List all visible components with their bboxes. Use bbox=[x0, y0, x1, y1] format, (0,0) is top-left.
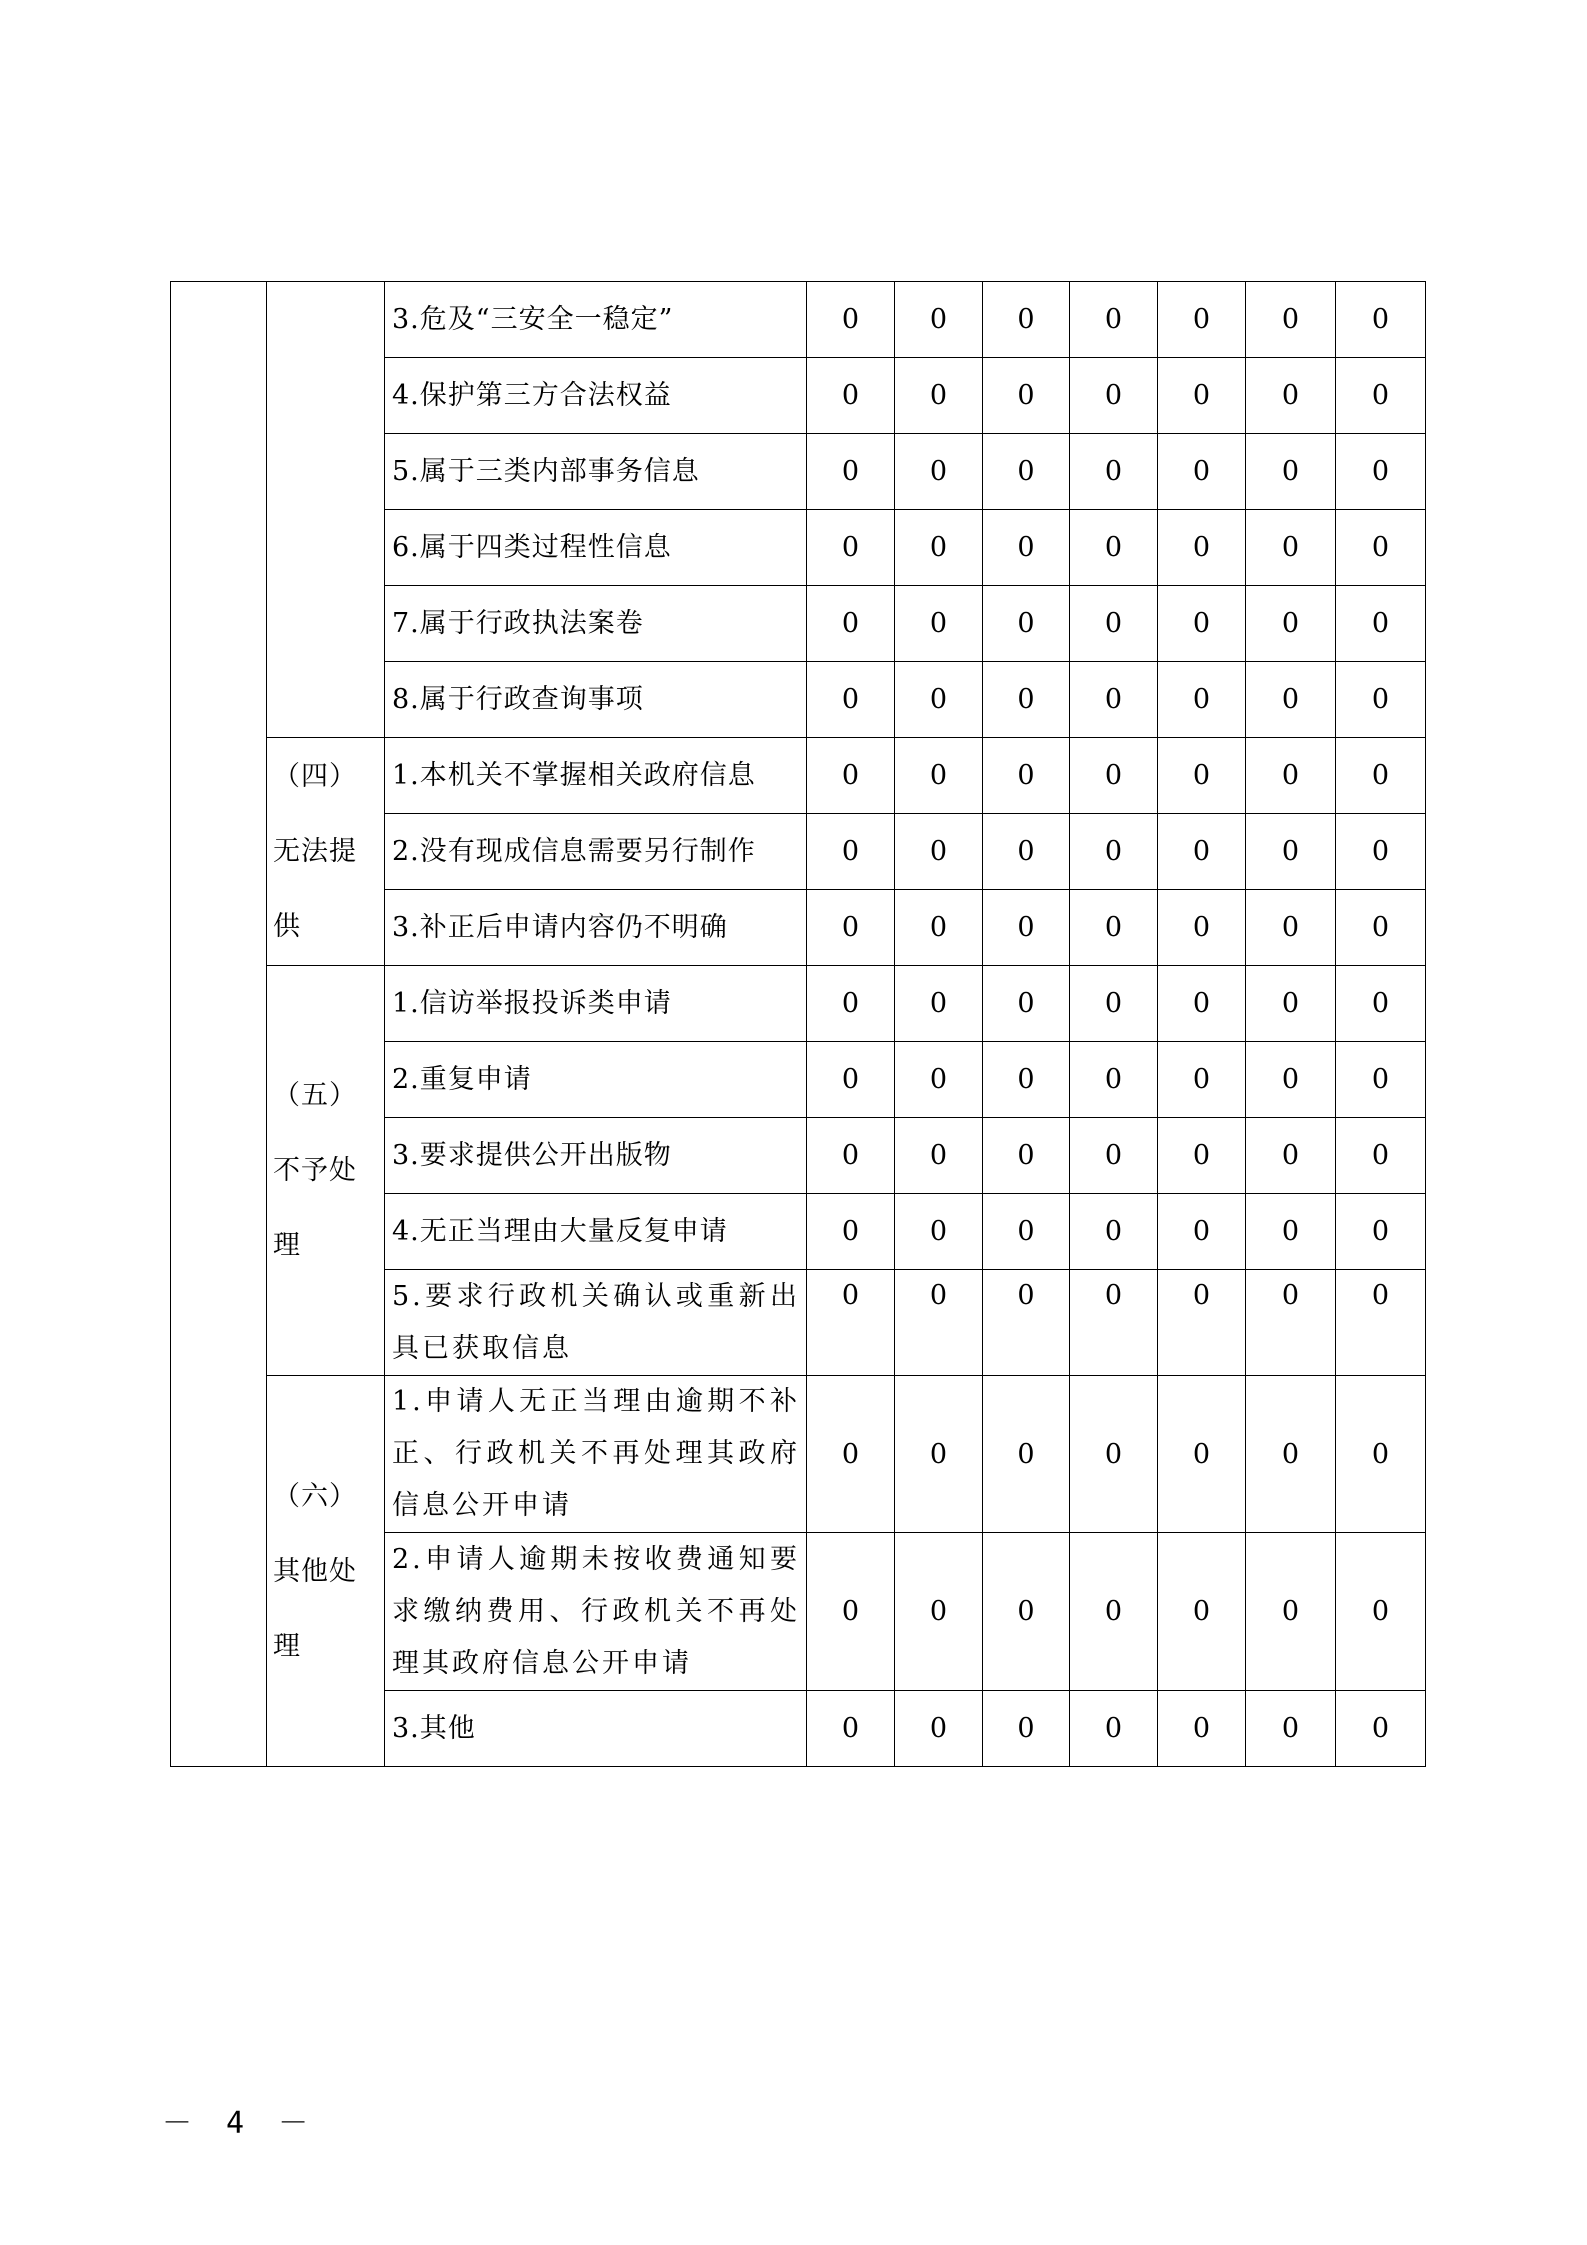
value-cell: 0 bbox=[1158, 1270, 1246, 1376]
item-label-cell: 3.危及“三安全一稳定” bbox=[385, 282, 807, 358]
group-label-cell: （六）其他处理 bbox=[267, 1376, 385, 1767]
value-cell: 0 bbox=[1246, 586, 1336, 662]
value-cell: 0 bbox=[807, 890, 895, 966]
value-cell: 0 bbox=[1070, 358, 1158, 434]
value-cell: 0 bbox=[1336, 890, 1426, 966]
value-cell: 0 bbox=[1246, 662, 1336, 738]
item-label-cell: 1.信访举报投诉类申请 bbox=[385, 966, 807, 1042]
value-cell: 0 bbox=[895, 282, 983, 358]
value-cell: 0 bbox=[1246, 1533, 1336, 1691]
value-cell: 0 bbox=[895, 1194, 983, 1270]
value-cell: 0 bbox=[807, 1270, 895, 1376]
value-cell: 0 bbox=[807, 738, 895, 814]
item-label-cell: 4.保护第三方合法权益 bbox=[385, 358, 807, 434]
value-cell: 0 bbox=[1070, 814, 1158, 890]
value-cell: 0 bbox=[895, 1118, 983, 1194]
value-cell: 0 bbox=[895, 510, 983, 586]
group-label-cell bbox=[267, 282, 385, 738]
item-label-cell: 5.属于三类内部事务信息 bbox=[385, 434, 807, 510]
table-row bbox=[171, 282, 1426, 358]
value-cell: 0 bbox=[807, 814, 895, 890]
item-label-cell: 3.补正后申请内容仍不明确 bbox=[385, 890, 807, 966]
value-cell: 0 bbox=[1158, 738, 1246, 814]
table-row bbox=[171, 966, 1426, 1042]
item-label-cell: 5.要求行政机关确认或重新出具已获取信息 bbox=[385, 1270, 807, 1376]
value-cell: 0 bbox=[1246, 510, 1336, 586]
value-cell: 0 bbox=[1070, 1270, 1158, 1376]
table-row bbox=[171, 1376, 1426, 1533]
value-cell: 0 bbox=[807, 586, 895, 662]
value-cell: 0 bbox=[983, 586, 1070, 662]
value-cell: 0 bbox=[1070, 1042, 1158, 1118]
group-label-cell: （五）不予处理 bbox=[267, 966, 385, 1376]
value-cell: 0 bbox=[1246, 282, 1336, 358]
value-cell: 0 bbox=[895, 434, 983, 510]
value-cell: 0 bbox=[983, 1270, 1070, 1376]
value-cell: 0 bbox=[1246, 814, 1336, 890]
category-column-cell bbox=[171, 282, 267, 1767]
table-body bbox=[171, 282, 1426, 1767]
value-cell: 0 bbox=[1158, 1376, 1246, 1533]
value-cell: 0 bbox=[807, 1118, 895, 1194]
table-row bbox=[171, 738, 1426, 814]
value-cell: 0 bbox=[895, 966, 983, 1042]
value-cell: 0 bbox=[1070, 1691, 1158, 1767]
value-cell: 0 bbox=[1336, 966, 1426, 1042]
value-cell: 0 bbox=[1070, 890, 1158, 966]
value-cell: 0 bbox=[1158, 434, 1246, 510]
item-label-cell: 6.属于四类过程性信息 bbox=[385, 510, 807, 586]
value-cell: 0 bbox=[895, 890, 983, 966]
value-cell: 0 bbox=[1070, 586, 1158, 662]
value-cell: 0 bbox=[1246, 1194, 1336, 1270]
value-cell: 0 bbox=[983, 1042, 1070, 1118]
value-cell: 0 bbox=[807, 1042, 895, 1118]
value-cell: 0 bbox=[1070, 1533, 1158, 1691]
value-cell: 0 bbox=[1336, 434, 1426, 510]
value-cell: 0 bbox=[1070, 510, 1158, 586]
item-label-cell: 7.属于行政执法案卷 bbox=[385, 586, 807, 662]
page-number: － 4 － bbox=[162, 2106, 317, 2141]
value-cell: 0 bbox=[807, 434, 895, 510]
value-cell: 0 bbox=[983, 434, 1070, 510]
value-cell: 0 bbox=[983, 358, 1070, 434]
value-cell: 0 bbox=[1246, 1118, 1336, 1194]
value-cell: 0 bbox=[1246, 1376, 1336, 1533]
value-cell: 0 bbox=[1070, 1376, 1158, 1533]
item-label-cell: 1.本机关不掌握相关政府信息 bbox=[385, 738, 807, 814]
value-cell: 0 bbox=[895, 1270, 983, 1376]
value-cell: 0 bbox=[1070, 1194, 1158, 1270]
value-cell: 0 bbox=[1158, 814, 1246, 890]
value-cell: 0 bbox=[1158, 890, 1246, 966]
value-cell: 0 bbox=[1246, 738, 1336, 814]
item-label-cell: 1.申请人无正当理由逾期不补正、行政机关不再处理其政府信息公开申请 bbox=[385, 1376, 807, 1533]
value-cell: 0 bbox=[983, 966, 1070, 1042]
value-cell: 0 bbox=[1070, 434, 1158, 510]
value-cell: 0 bbox=[1336, 358, 1426, 434]
value-cell: 0 bbox=[807, 1376, 895, 1533]
value-cell: 0 bbox=[1336, 1691, 1426, 1767]
value-cell: 0 bbox=[1158, 282, 1246, 358]
value-cell: 0 bbox=[1246, 890, 1336, 966]
value-cell: 0 bbox=[1158, 586, 1246, 662]
value-cell: 0 bbox=[1246, 1270, 1336, 1376]
value-cell: 0 bbox=[807, 358, 895, 434]
item-label-cell: 2.申请人逾期未按收费通知要求缴纳费用、行政机关不再处理其政府信息公开申请 bbox=[385, 1533, 807, 1691]
value-cell: 0 bbox=[807, 662, 895, 738]
value-cell: 0 bbox=[895, 814, 983, 890]
value-cell: 0 bbox=[983, 1376, 1070, 1533]
value-cell: 0 bbox=[807, 1691, 895, 1767]
value-cell: 0 bbox=[807, 282, 895, 358]
value-cell: 0 bbox=[1336, 1194, 1426, 1270]
value-cell: 0 bbox=[1158, 1194, 1246, 1270]
item-label-cell: 2.重复申请 bbox=[385, 1042, 807, 1118]
value-cell: 0 bbox=[983, 1691, 1070, 1767]
value-cell: 0 bbox=[983, 814, 1070, 890]
value-cell: 0 bbox=[1070, 1118, 1158, 1194]
value-cell: 0 bbox=[1336, 586, 1426, 662]
value-cell: 0 bbox=[807, 966, 895, 1042]
value-cell: 0 bbox=[983, 1118, 1070, 1194]
value-cell: 0 bbox=[1158, 358, 1246, 434]
value-cell: 0 bbox=[1070, 662, 1158, 738]
item-label-cell: 4.无正当理由大量反复申请 bbox=[385, 1194, 807, 1270]
value-cell: 0 bbox=[807, 1533, 895, 1691]
value-cell: 0 bbox=[1336, 282, 1426, 358]
group-label-cell: （四）无法提供 bbox=[267, 738, 385, 966]
value-cell: 0 bbox=[1158, 1691, 1246, 1767]
value-cell: 0 bbox=[895, 662, 983, 738]
value-cell: 0 bbox=[895, 586, 983, 662]
value-cell: 0 bbox=[983, 662, 1070, 738]
value-cell: 0 bbox=[1336, 510, 1426, 586]
value-cell: 0 bbox=[1158, 1533, 1246, 1691]
value-cell: 0 bbox=[895, 1691, 983, 1767]
value-cell: 0 bbox=[1158, 1042, 1246, 1118]
value-cell: 0 bbox=[1246, 358, 1336, 434]
item-label-cell: 3.其他 bbox=[385, 1691, 807, 1767]
value-cell: 0 bbox=[1070, 738, 1158, 814]
value-cell: 0 bbox=[1246, 966, 1336, 1042]
value-cell: 0 bbox=[1336, 1376, 1426, 1533]
value-cell: 0 bbox=[895, 738, 983, 814]
item-label-cell: 8.属于行政查询事项 bbox=[385, 662, 807, 738]
item-label-cell: 2.没有现成信息需要另行制作 bbox=[385, 814, 807, 890]
value-cell: 0 bbox=[1246, 1042, 1336, 1118]
value-cell: 0 bbox=[895, 358, 983, 434]
value-cell: 0 bbox=[1336, 738, 1426, 814]
item-label-cell: 3.要求提供公开出版物 bbox=[385, 1118, 807, 1194]
value-cell: 0 bbox=[1246, 434, 1336, 510]
value-cell: 0 bbox=[983, 738, 1070, 814]
value-cell: 0 bbox=[1336, 1042, 1426, 1118]
value-cell: 0 bbox=[1158, 966, 1246, 1042]
value-cell: 0 bbox=[807, 1194, 895, 1270]
value-cell: 0 bbox=[983, 890, 1070, 966]
value-cell: 0 bbox=[1070, 282, 1158, 358]
statistics-table bbox=[170, 281, 1426, 1767]
value-cell: 0 bbox=[895, 1533, 983, 1691]
value-cell: 0 bbox=[1070, 966, 1158, 1042]
value-cell: 0 bbox=[807, 510, 895, 586]
value-cell: 0 bbox=[1158, 510, 1246, 586]
value-cell: 0 bbox=[983, 282, 1070, 358]
value-cell: 0 bbox=[895, 1042, 983, 1118]
value-cell: 0 bbox=[1336, 1270, 1426, 1376]
value-cell: 0 bbox=[983, 510, 1070, 586]
value-cell: 0 bbox=[1336, 814, 1426, 890]
value-cell: 0 bbox=[1158, 662, 1246, 738]
value-cell: 0 bbox=[895, 1376, 983, 1533]
value-cell: 0 bbox=[1336, 1533, 1426, 1691]
value-cell: 0 bbox=[1336, 662, 1426, 738]
value-cell: 0 bbox=[1246, 1691, 1336, 1767]
value-cell: 0 bbox=[983, 1194, 1070, 1270]
value-cell: 0 bbox=[1158, 1118, 1246, 1194]
value-cell: 0 bbox=[983, 1533, 1070, 1691]
value-cell: 0 bbox=[1336, 1118, 1426, 1194]
